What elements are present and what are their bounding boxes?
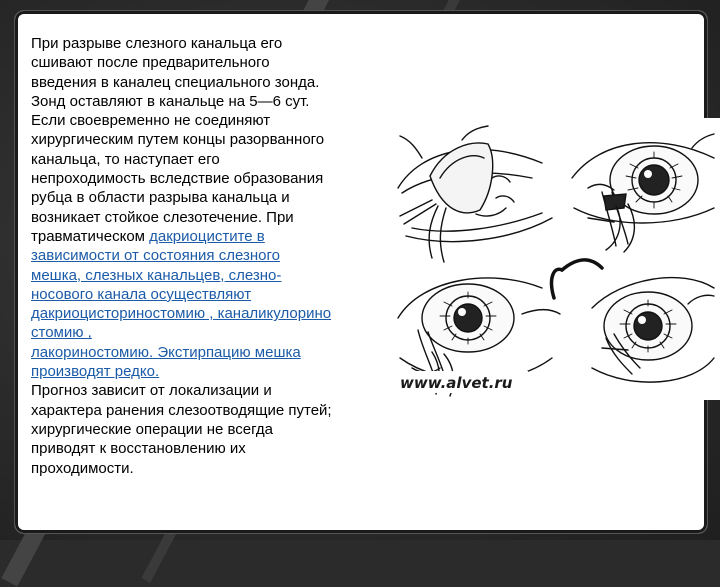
body-text — [31, 34, 401, 478]
body-text-intro: При разрыве слезного канальца его сшивают после предварительного введения в каналец специального зонда. Зонд оставляют в канальце на 5—6 сут. Если своевременно не соединяют хирургическим путем концы разорванного канальца, то наступает его непроходимость вследствие образования рубца в области разрыва канальца и возникает стойкое слезотечение. При травматическом — [31, 35, 325, 245]
panel-top-right — [572, 134, 714, 252]
watermark-text: www.alvet.ru — [400, 374, 513, 392]
body-text-outro: Прогноз зависит от локализации и характера ранения слезоотводящие путей; хирургические операции не всегда приводят к восстановлению их проходимости. — [31, 382, 332, 477]
eye-surgery-drawing — [392, 118, 720, 400]
dacryocystitis-link[interactable]: дакриоцистите в зависимости от состояния слезного мешка, слезных канальцев, слезно- носового канала осуществляют дакриоцисториностомию , каналикулорино стомию , лакориностомию. Экстирпацию мешка производят редко. — [31, 227, 332, 381]
panel-bottom-right — [552, 260, 714, 382]
panel-top-left — [398, 126, 552, 262]
surgical-illustration — [392, 118, 720, 400]
